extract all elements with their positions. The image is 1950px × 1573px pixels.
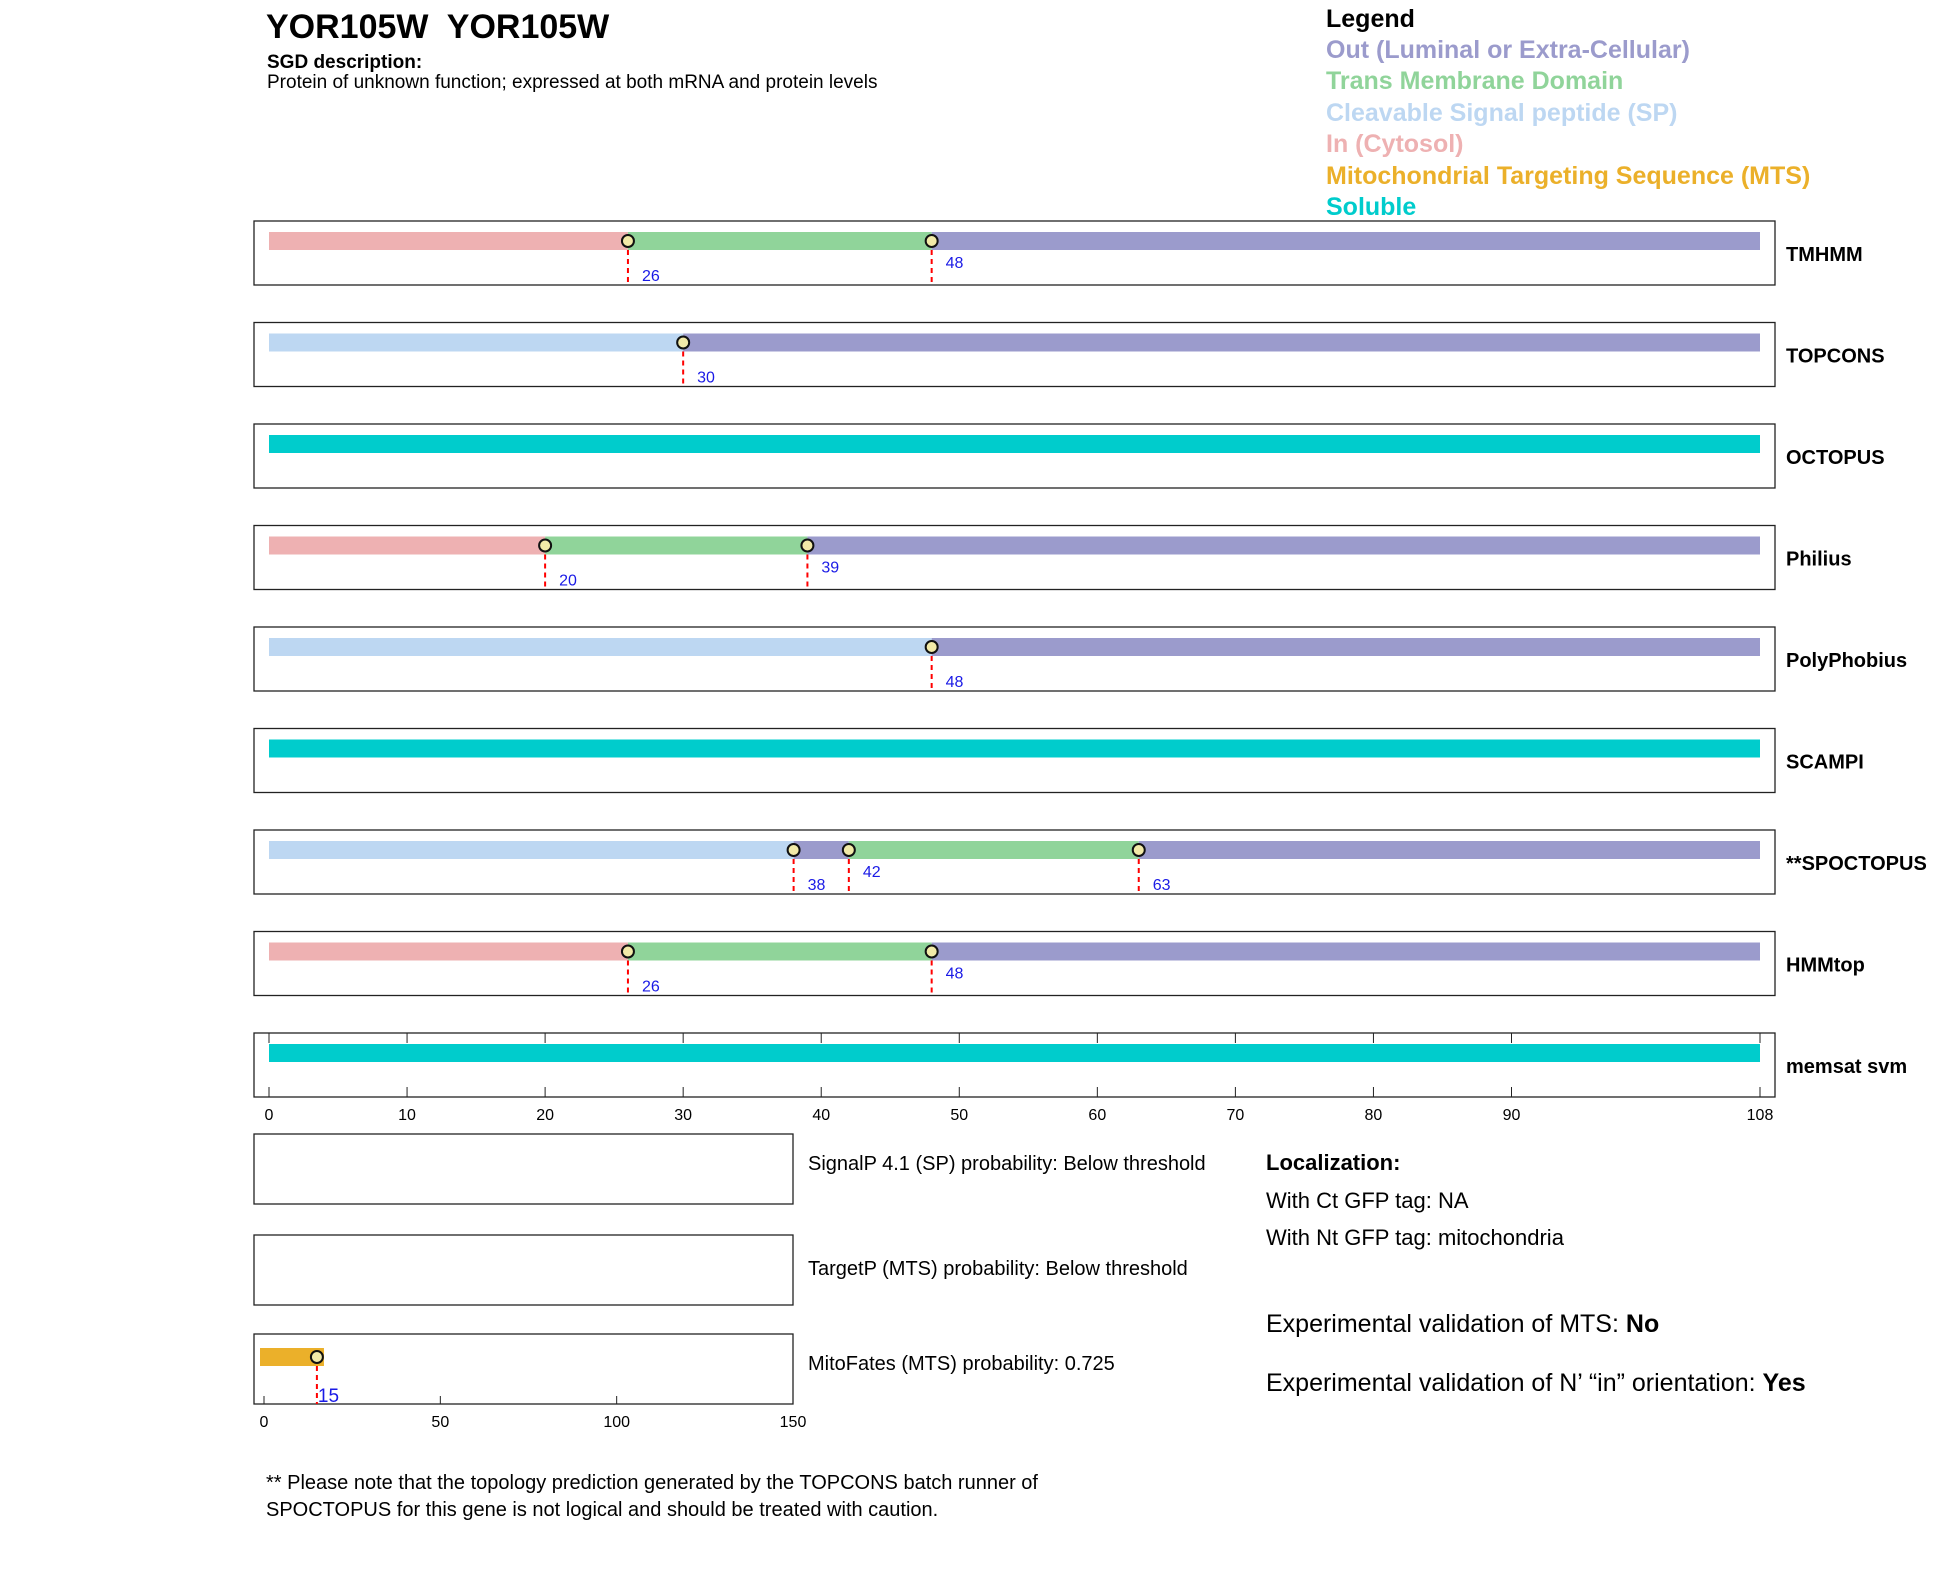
marker-label-topcons-30: 30 xyxy=(697,369,715,387)
tick-label-30: 30 xyxy=(674,1107,693,1124)
mitofates-marker-label: 15 xyxy=(317,1386,340,1407)
marker-label-philius-20: 20 xyxy=(559,572,577,590)
segment-polyphobius-1-sp xyxy=(269,638,932,656)
validation-mts-value: No xyxy=(1625,1310,1660,1338)
predictor-label-memsat-svm: memsat svm xyxy=(1786,1056,1908,1078)
marker-label-philius-39: 39 xyxy=(821,559,840,577)
segment-philius-3-out xyxy=(807,537,1760,555)
marker-dot-polyphobius-48 xyxy=(926,641,938,653)
legend-item-soluble: Soluble xyxy=(1326,193,1417,221)
marker-label-tmhmm-48: 48 xyxy=(945,255,964,272)
localization-title: Localization: xyxy=(1266,1150,1401,1175)
marker-label-hmmtop-48: 48 xyxy=(945,965,964,983)
targetp-panel xyxy=(254,1235,793,1305)
marker-dot-hmmtop-48 xyxy=(926,946,938,958)
marker-dot-hmmtop-26 xyxy=(622,946,634,958)
predictor-label-tmhmm: TMHMM xyxy=(1786,244,1863,266)
tick-label-108: 108 xyxy=(1746,1107,1774,1124)
panel-spoctopus xyxy=(254,830,1775,894)
caution-note-line-2: SPOCTOPUS for this gene is not logical and should be treated with caution. xyxy=(266,1499,939,1521)
panel-memsat-svm xyxy=(254,1033,1775,1097)
mitofates-tick-label-150: 150 xyxy=(779,1414,807,1431)
validation-mts xyxy=(1266,1310,1659,1339)
validation-n-in xyxy=(1266,1369,1806,1398)
segment-memsat-svm-1-soluble xyxy=(269,1044,1760,1062)
predictor-label-polyphobius: PolyPhobius xyxy=(1786,650,1908,672)
marker-dot-topcons-30 xyxy=(677,337,689,349)
segment-topcons-2-out xyxy=(683,334,1760,352)
predictor-label-hmmtop: HMMtop xyxy=(1786,954,1865,977)
segment-spoctopus-1-sp xyxy=(269,841,794,859)
segment-spoctopus-2-out xyxy=(794,841,849,859)
mitofates-tick-label-0: 0 xyxy=(259,1414,269,1431)
caution-note-line-1: ** Please note that the topology prediction generated by the TOPCONS batch runner of xyxy=(266,1472,1038,1494)
tick-label-60: 60 xyxy=(1088,1107,1107,1124)
panel-tmhmm xyxy=(254,221,1775,285)
marker-dot-philius-39 xyxy=(801,540,813,552)
segment-tmhmm-2-tm xyxy=(628,232,932,250)
mitofates-tick-label-50: 50 xyxy=(431,1414,450,1431)
marker-label-polyphobius-48: 48 xyxy=(945,674,964,691)
segment-spoctopus-3-tm xyxy=(849,841,1139,859)
segment-tmhmm-3-out xyxy=(932,232,1760,250)
tick-label-80: 80 xyxy=(1364,1107,1383,1124)
tick-label-90: 90 xyxy=(1502,1107,1521,1124)
legend-item-in: In (Cytosol) xyxy=(1326,130,1464,158)
segment-polyphobius-2-out xyxy=(932,638,1760,656)
mitofates-probability: MitoFates (MTS) probability: 0.725 xyxy=(808,1353,1115,1375)
validation-n-in-value: Yes xyxy=(1762,1369,1806,1397)
tick-label-20: 20 xyxy=(536,1107,555,1124)
legend-item-sp: Cleavable Signal peptide (SP) xyxy=(1326,99,1678,127)
predictor-label-octopus: OCTOPUS xyxy=(1786,447,1885,469)
localization-nt: With Nt GFP tag: mitochondria xyxy=(1266,1225,1564,1250)
marker-dot-spoctopus-38 xyxy=(788,844,800,856)
segment-tmhmm-1-in xyxy=(269,232,628,250)
marker-label-spoctopus-63: 63 xyxy=(1152,877,1171,894)
marker-dot-tmhmm-48 xyxy=(926,235,938,247)
predictor-label-topcons: TOPCONS xyxy=(1786,345,1885,368)
tick-label-10: 10 xyxy=(398,1107,416,1124)
segment-hmmtop-3-out xyxy=(932,943,1760,961)
mitofates-tick-label-100: 100 xyxy=(603,1414,631,1431)
segment-octopus-1-soluble xyxy=(269,435,1760,453)
tick-label-70: 70 xyxy=(1226,1107,1245,1124)
legend-item-tm: Trans Membrane Domain xyxy=(1326,67,1624,95)
signalp-panel xyxy=(254,1134,793,1204)
panel-octopus xyxy=(254,424,1775,488)
marker-dot-spoctopus-63 xyxy=(1133,844,1145,856)
targetp-probability: TargetP (MTS) probability: Below threshold xyxy=(808,1258,1188,1280)
panel-polyphobius xyxy=(254,627,1775,691)
legend-title: Legend xyxy=(1326,5,1415,33)
predictor-label-philius: Philius xyxy=(1786,548,1852,571)
panel-hmmtop xyxy=(254,932,1775,996)
segment-philius-2-tm xyxy=(545,537,807,555)
marker-dot-spoctopus-42 xyxy=(843,844,855,856)
marker-label-hmmtop-26: 26 xyxy=(641,978,660,996)
tick-label-40: 40 xyxy=(812,1107,831,1124)
mitofates-marker-dot xyxy=(311,1351,323,1363)
validation-n-in-label: Experimental validation of N’ “in” orientation: xyxy=(1266,1369,1763,1397)
legend-item-mts: Mitochondrial Targeting Sequence (MTS) xyxy=(1326,162,1811,190)
panel-topcons xyxy=(254,323,1775,387)
marker-dot-philius-20 xyxy=(539,540,551,552)
validation-mts-label: Experimental validation of MTS: xyxy=(1266,1310,1626,1338)
predictor-label-spoctopus: **SPOCTOPUS xyxy=(1786,853,1927,875)
marker-label-tmhmm-26: 26 xyxy=(641,268,660,285)
marker-dot-tmhmm-26 xyxy=(622,235,634,247)
localization-ct: With Ct GFP tag: NA xyxy=(1266,1188,1469,1213)
page-title: YOR105W YOR105W xyxy=(266,8,610,46)
tick-label-50: 50 xyxy=(950,1107,969,1124)
segment-spoctopus-4-out xyxy=(1139,841,1760,859)
panel-scampi xyxy=(254,729,1775,793)
marker-label-spoctopus-42: 42 xyxy=(862,864,881,881)
segment-hmmtop-2-tm xyxy=(628,943,932,961)
legend-item-out: Out (Luminal or Extra-Cellular) xyxy=(1326,36,1690,64)
panel-philius xyxy=(254,526,1775,590)
segment-philius-1-in xyxy=(269,537,545,555)
sgd-description-label: SGD description: xyxy=(267,52,423,73)
sgd-description-text: Protein of unknown function; expressed at both mRNA and protein levels xyxy=(267,72,878,93)
segment-topcons-1-sp xyxy=(269,334,683,352)
marker-label-spoctopus-38: 38 xyxy=(807,877,826,894)
segment-scampi-1-soluble xyxy=(269,740,1760,758)
tick-label-0: 0 xyxy=(264,1107,274,1124)
predictor-label-scampi: SCAMPI xyxy=(1786,751,1864,774)
segment-hmmtop-1-in xyxy=(269,943,628,961)
signalp-probability: SignalP 4.1 (SP) probability: Below threshold xyxy=(808,1153,1206,1175)
